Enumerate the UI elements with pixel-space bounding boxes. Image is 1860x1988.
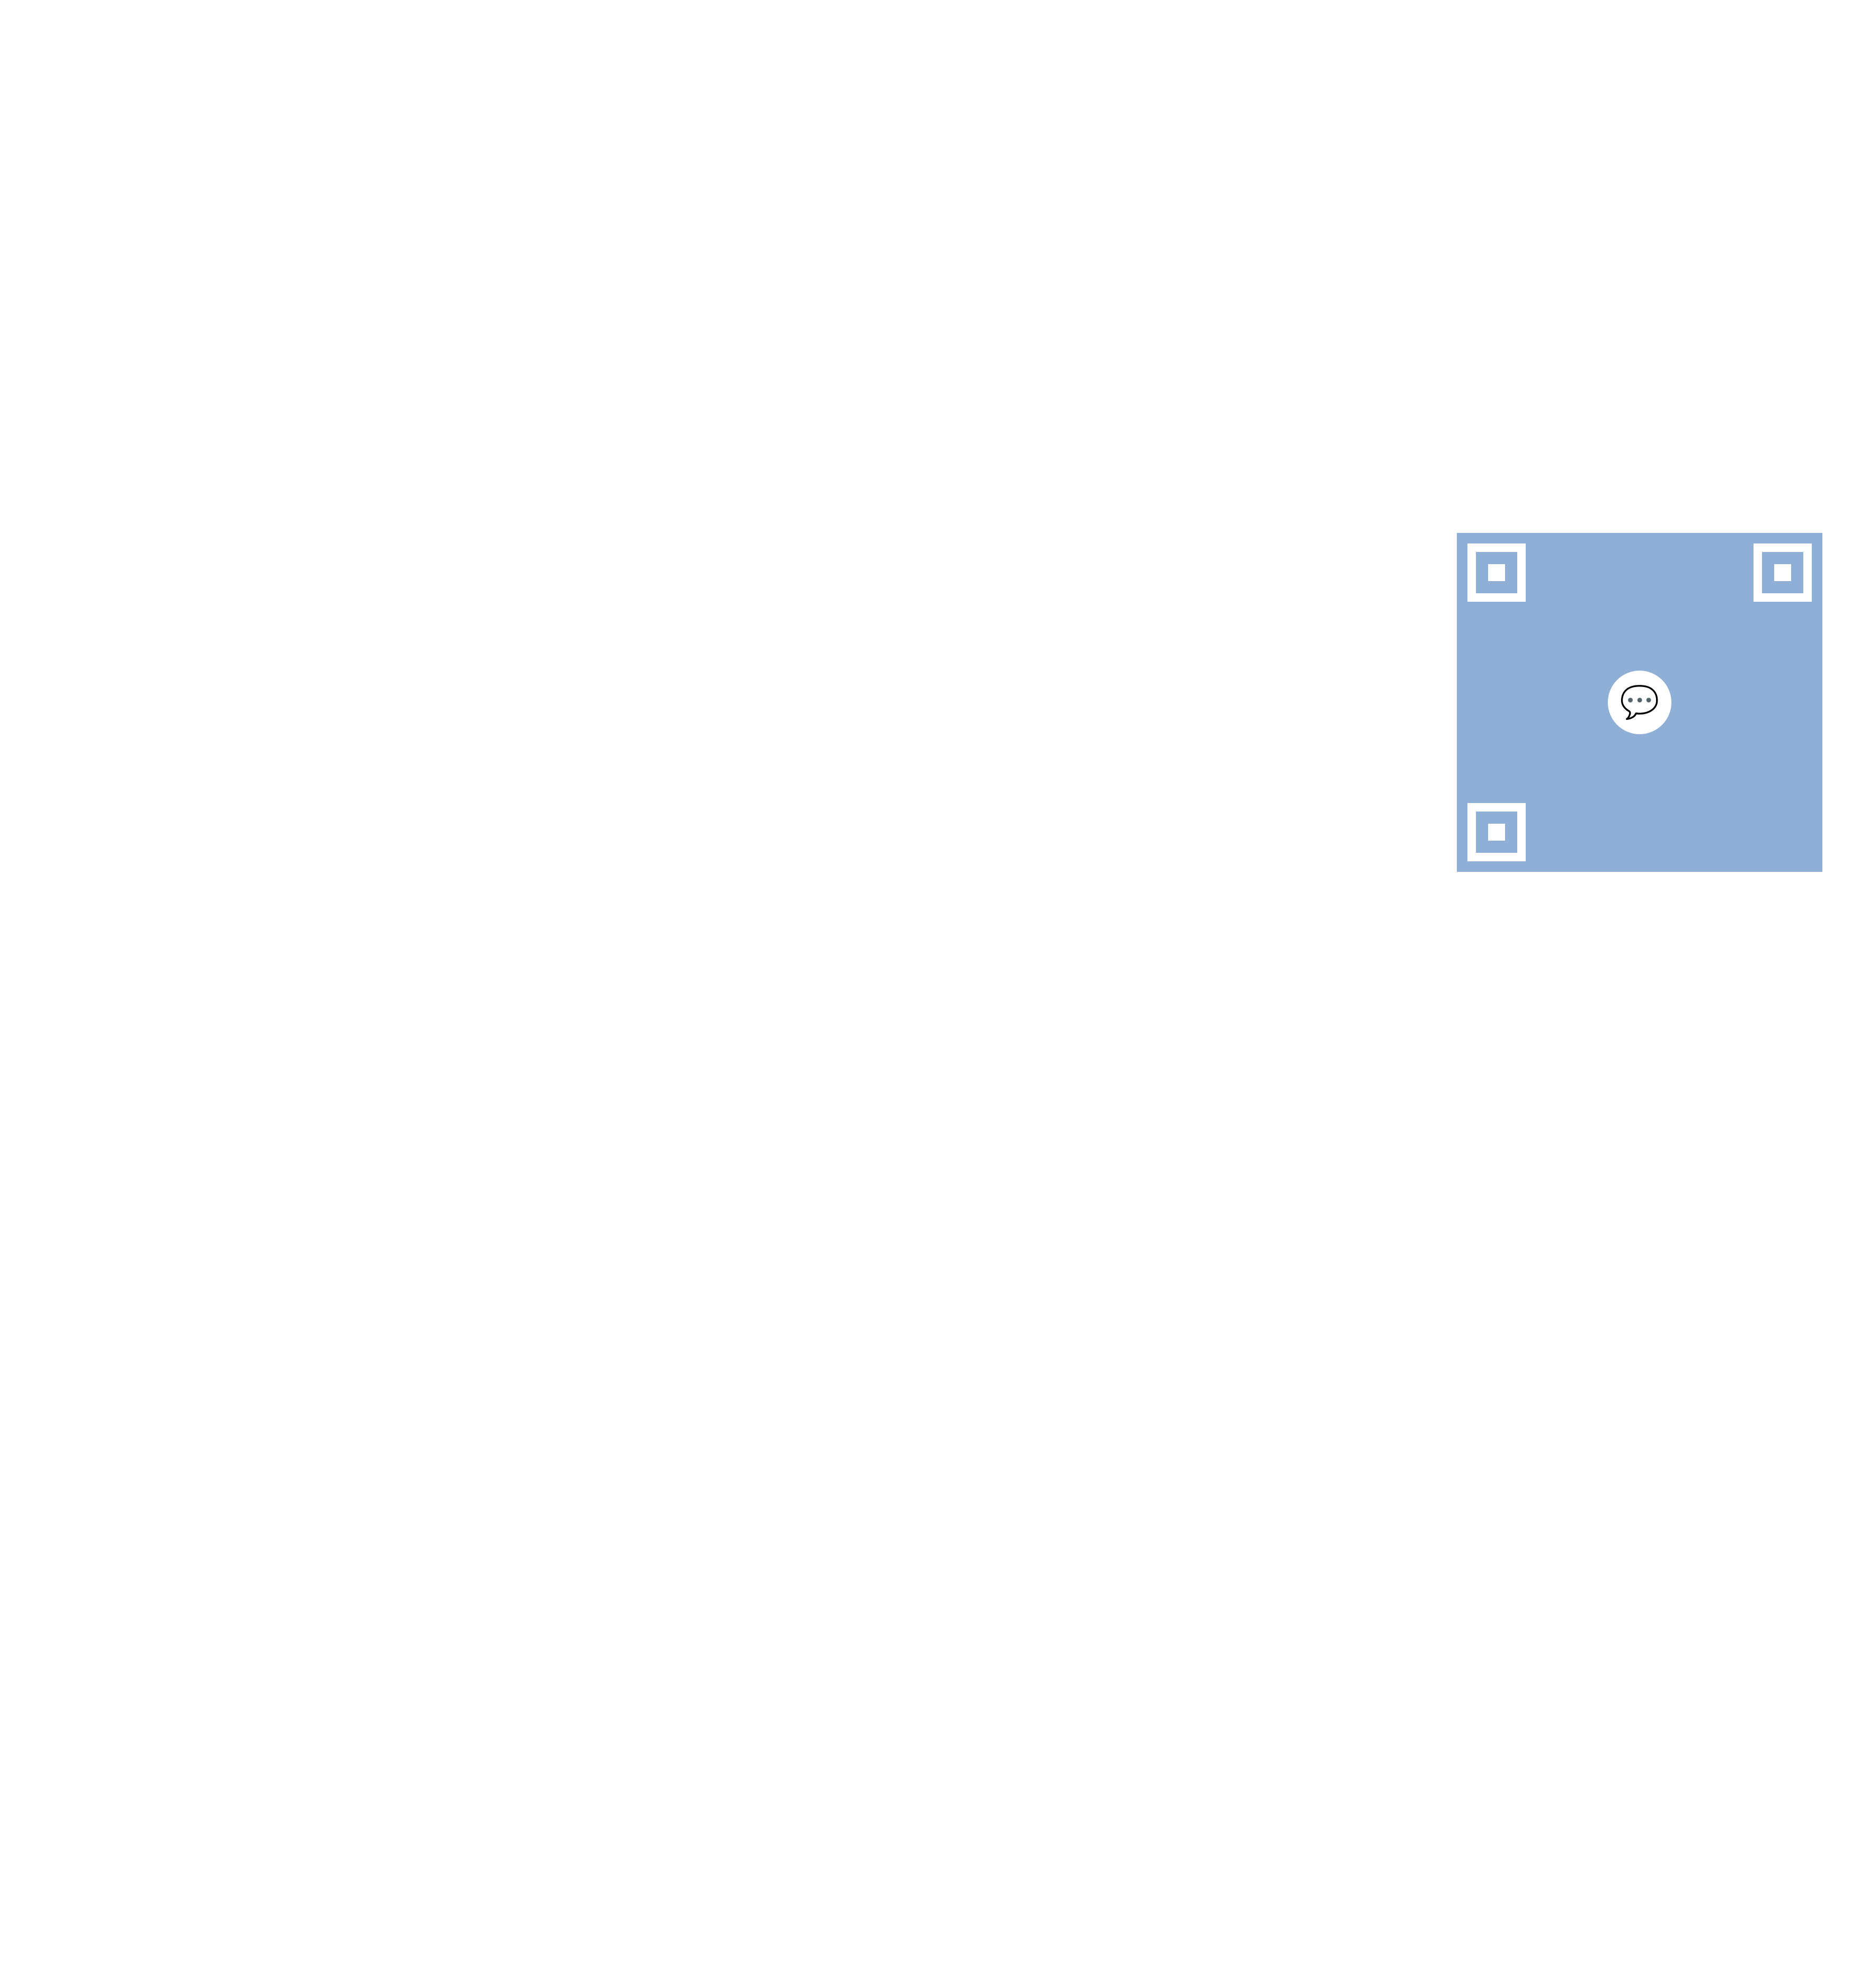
wechat-icon: 💬 xyxy=(1608,671,1671,734)
qr-finder-icon xyxy=(1467,803,1526,861)
qr-code-icon xyxy=(1457,533,1822,872)
side-panel xyxy=(1457,0,1860,985)
qr-finder-icon xyxy=(1467,543,1526,602)
qr-finder-icon xyxy=(1754,543,1812,602)
